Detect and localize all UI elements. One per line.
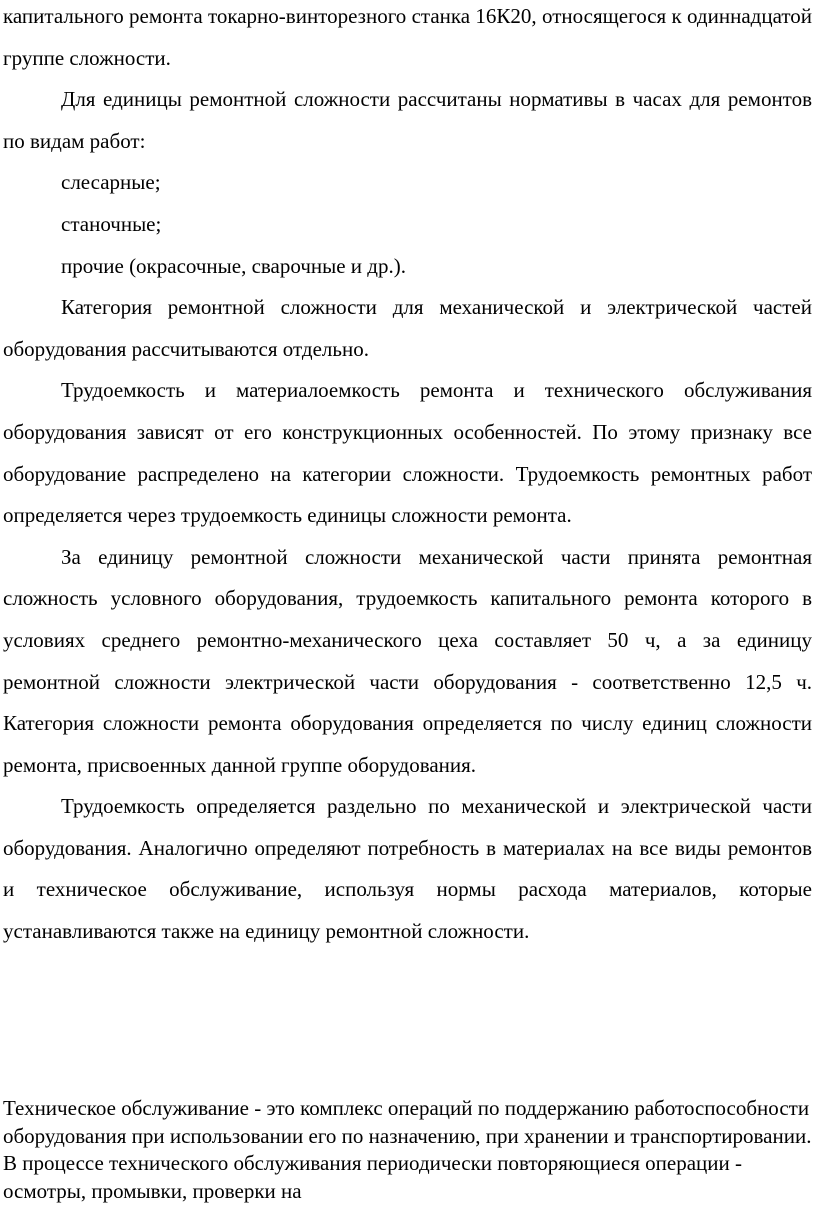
paragraph-labor-intensity: Трудоемкость и материалоемкость ремонта и технического обслуживания оборудования зависят от его конструкционных особенностей. По этому признаку все оборудование распределено на категории сложности. Трудоемкость ремонтных работ определяется через трудоемкость единицы сложности ремонта. xyxy=(3,378,812,528)
paragraph-separate-calc: Трудоемкость определяется раздельно по механической и электрической части оборудования. Аналогично определяют потребность в материалах на все виды ремонтов и техническое обслуживание, используя нормы расхода материалов, которые устанавливаются также на единицу ремонтной сложности. xyxy=(3,794,812,944)
paragraph-maintenance: Техническое обслуживание - это комплекс операций по поддержанию работоспособности оборудования при использовании его по назначению, при хранении и транспортировании. В процессе технического обслуживания периодически повторяющиеся операции - осмотры, промывки, проверки на xyxy=(3,1096,812,1203)
document-body xyxy=(3,0,812,953)
list-item-locksmith: слесарные; xyxy=(61,170,161,195)
paragraph-category: Категория ремонтной сложности для механической и электрической частей оборудования рассчитываются отдельно. xyxy=(3,295,812,361)
list-item-machining: станочные; xyxy=(61,211,162,236)
list-item-other: прочие (окрасочные, сварочные и др.). xyxy=(61,253,406,278)
paragraph-norms-intro: Для единицы ремонтной сложности рассчитаны нормативы в часах для ремонтов по видам работ: xyxy=(3,87,812,153)
paragraph-continuation: капитального ремонта токарно-винторезного станка 16К20, относящегося к одиннадцатой группе сложности. xyxy=(3,4,812,70)
paragraph-repair-unit: За единицу ремонтной сложности механической части принята ремонтная сложность условного оборудования, трудоемкость капитального ремонта которого в условиях среднего ремонтно-механического цеха составляет 50 ч, а за единицу ремонтной сложности электрической части оборудования - соответственно 12,5 ч. Категория сложности ремонта оборудования определяется по числу единиц сложности ремонта, присвоенных данной группе оборудования. xyxy=(3,544,812,777)
